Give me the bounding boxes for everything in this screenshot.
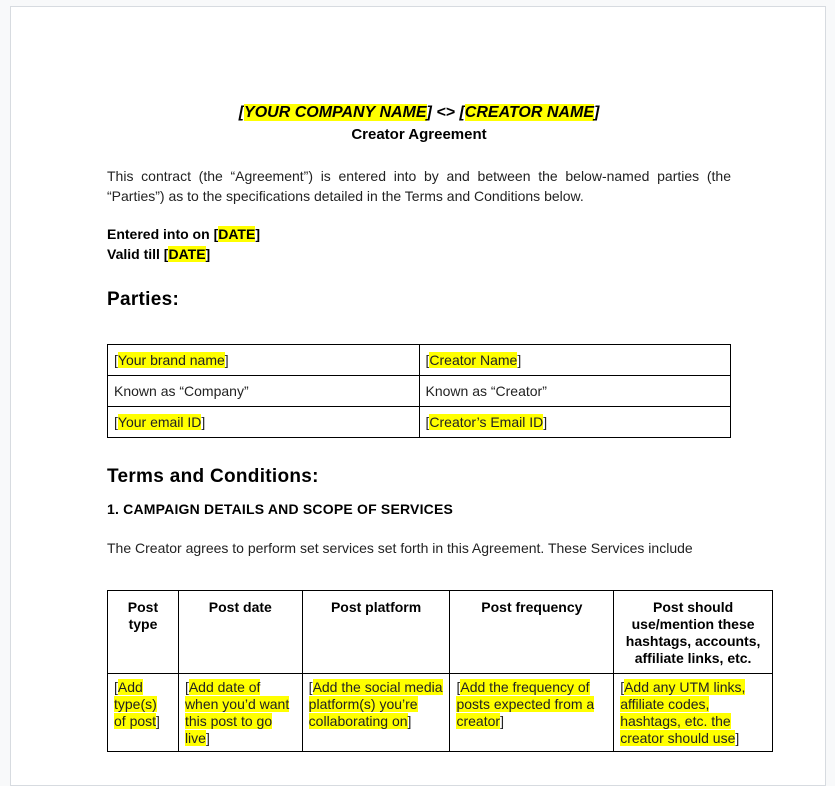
creator-name-placeholder[interactable]: CREATOR NAME — [464, 104, 594, 121]
parties-cell-left[interactable] — [108, 376, 420, 407]
services-cell-placeholder[interactable]: Add the frequency of posts expected from a creator — [456, 679, 595, 729]
section-1-text: The Creator agrees to perform set services set forth in this Agreement. These Services include — [107, 540, 693, 556]
services-cell[interactable]: [Add any UTM links, affiliate codes, hashtags, etc. the creator should use] — [614, 674, 773, 752]
document-page — [10, 6, 826, 786]
services-cell[interactable]: [Add type(s) of post] — [108, 674, 179, 752]
company-name-placeholder[interactable]: YOUR COMPANY NAME — [244, 104, 427, 121]
dates-block — [107, 224, 260, 264]
parties-cell-text[interactable]: Your brand name — [117, 352, 225, 368]
services-cell-placeholder[interactable]: Add the social media platform(s) you’re collaborating on — [308, 679, 443, 729]
table-row — [108, 345, 731, 376]
terms-heading: Terms and Conditions: — [107, 466, 319, 487]
parties-table — [107, 344, 731, 438]
parties-cell-text[interactable]: Creator’s Email ID — [429, 414, 544, 430]
intro-paragraph: This contract (the “Agreement”) is entered into by and between the below-named parties (the “Parties”) as to the specifications detailed in the Terms and Conditions below. — [107, 168, 731, 204]
parties-cell-text[interactable]: Your email ID — [117, 414, 202, 430]
services-cell[interactable]: [Add the frequency of posts expected from a creator] — [450, 674, 614, 752]
services-cell-placeholder[interactable]: Add any UTM links, affiliate codes, hashtags, etc. the creator should use — [620, 679, 746, 746]
entered-date-line: Entered into on [DATE] — [107, 226, 260, 242]
column-header: Post platform — [302, 591, 450, 674]
table-row — [108, 674, 773, 752]
entered-date-placeholder[interactable]: DATE — [218, 226, 256, 242]
valid-date-line: Valid till [DATE] — [107, 246, 211, 262]
services-table — [107, 590, 773, 752]
table-row — [108, 407, 731, 438]
table-row — [108, 376, 731, 407]
parties-cell-text: Known as “Company” — [114, 383, 249, 399]
parties-cell-right[interactable]: [Creator’s Email ID] — [419, 407, 731, 438]
title-separator: <> — [436, 104, 456, 121]
services-cell-placeholder[interactable]: Add date of when you’d want this post to go live — [184, 679, 290, 746]
parties-heading: Parties: — [107, 289, 180, 310]
section-1-title: 1. CAMPAIGN DETAILS AND SCOPE OF SERVICES — [107, 501, 454, 517]
column-header: Post should use/mention these hashtags, accounts, affiliate links, etc. — [614, 591, 773, 674]
valid-date-placeholder[interactable]: DATE — [168, 246, 206, 262]
parties-cell-text[interactable]: Creator Name — [429, 352, 518, 368]
parties-cell-text: Known as “Creator” — [425, 383, 547, 399]
agreement-subtitle: Creator Agreement — [351, 126, 487, 143]
services-cell-placeholder[interactable]: Add type(s) of post — [114, 679, 157, 729]
parties-cell-right[interactable]: [Creator Name] — [419, 345, 731, 376]
column-header: Post date — [178, 591, 302, 674]
parties-cell-left[interactable]: [Your brand name] — [108, 345, 420, 376]
parties-cell-right[interactable] — [419, 376, 731, 407]
agreement-title: [YOUR COMPANY NAME] <> [CREATOR NAME] — [238, 104, 600, 121]
parties-cell-left[interactable]: [Your email ID] — [108, 407, 420, 438]
services-cell[interactable]: [Add date of when you’d want this post to go live] — [178, 674, 302, 752]
column-header: Post type — [108, 591, 179, 674]
services-cell[interactable]: [Add the social media platform(s) you’re collaborating on] — [302, 674, 450, 752]
column-header: Post frequency — [450, 591, 614, 674]
